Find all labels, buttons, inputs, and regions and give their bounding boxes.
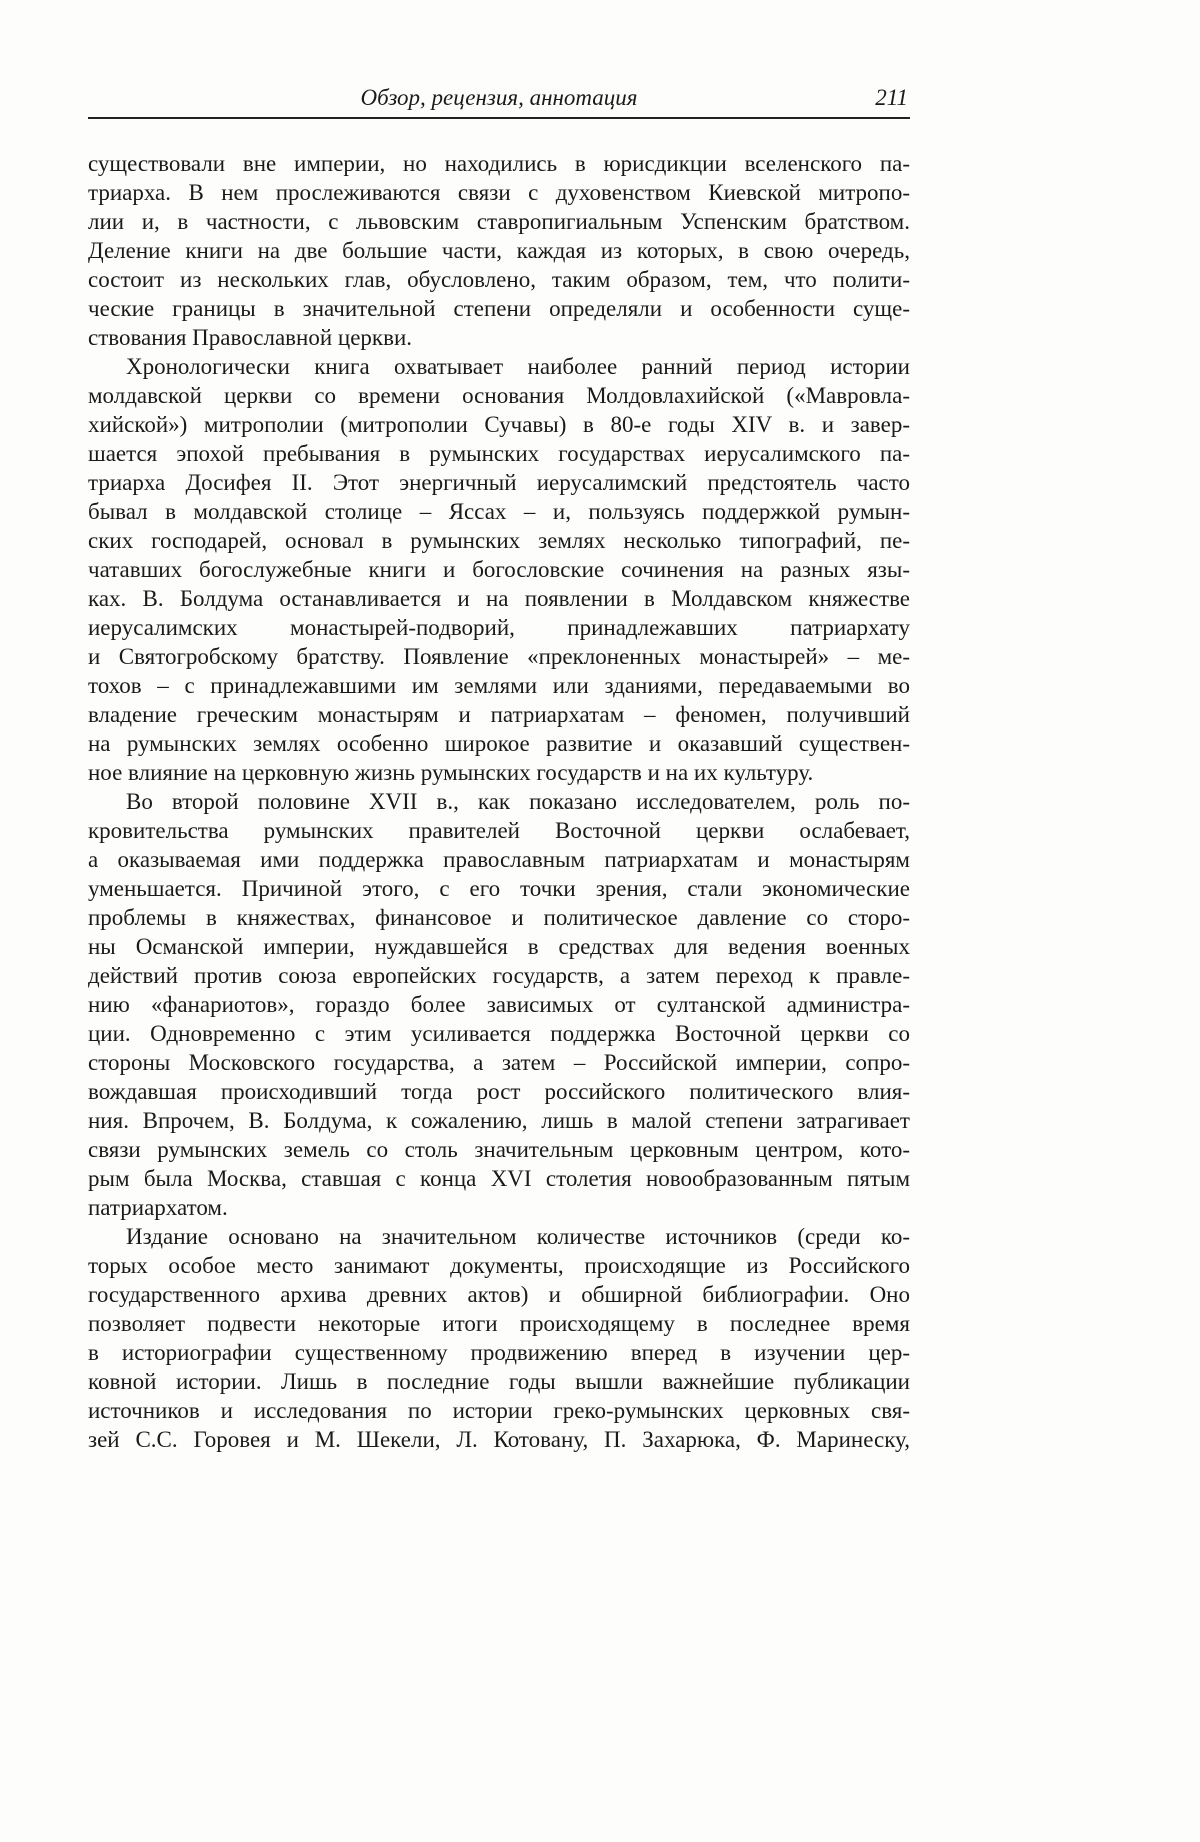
text-line: государственного архива древних актов) и обширной библиографии. Оно bbox=[88, 1282, 910, 1307]
paragraph bbox=[88, 787, 910, 1222]
text-line: тохов – с принадлежавшими им землями или зданиями, передаваемыми во bbox=[88, 673, 910, 698]
text-line: уменьшается. Причиной этого, с его точки зрения, стали экономические bbox=[88, 876, 910, 901]
text-line: источников и исследования по истории греко-румынских церковных свя- bbox=[88, 1398, 910, 1423]
text-line: стороны Московского государства, а затем – Российской империи, сопро- bbox=[88, 1050, 910, 1075]
text-line: рым была Москва, ставшая с конца XVI столетия новообразованным пятым bbox=[88, 1166, 910, 1191]
text-line: ствования Православной церкви. bbox=[88, 325, 412, 350]
text-line: ны Османской империи, нуждавшейся в средствах для ведения военных bbox=[88, 934, 910, 959]
text-line: Издание основано на значительном количестве источников (среди ко- bbox=[126, 1224, 910, 1249]
page-header bbox=[88, 84, 910, 114]
text-line: ное влияние на церковную жизнь румынских государств и на их культуру. bbox=[88, 760, 814, 785]
header-divider bbox=[88, 117, 910, 119]
text-line: ния. Впрочем, В. Болдума, к сожалению, лишь в малой степени затрагивает bbox=[88, 1108, 910, 1133]
text-line: проблемы в княжествах, финансовое и политическое давление со сторо- bbox=[88, 905, 910, 930]
text-line: зей С.С. Горовея и М. Шекели, Л. Котовану, П. Захарюка, Ф. Маринеску, bbox=[88, 1427, 910, 1452]
text-block bbox=[88, 0, 910, 1454]
text-line: молдавской церкви со времени основания Молдовлахийской («Мавровла- bbox=[88, 383, 910, 408]
text-line: а оказываемая ими поддержка православным патриархатам и монастырям bbox=[88, 847, 910, 872]
text-line: позволяет подвести некоторые итоги происходящему в последнее время bbox=[88, 1311, 910, 1336]
text-line: нию «фанариотов», гораздо более зависимых от султанской администра- bbox=[88, 992, 910, 1017]
text-line: на румынских землях особенно широкое развитие и оказавший существен- bbox=[88, 731, 910, 756]
text-line: состоит из нескольких глав, обусловлено, таким образом, тем, что полити- bbox=[88, 267, 910, 292]
text-line: и Святогробскому братству. Появление «преклоненных монастырей» – ме- bbox=[88, 644, 910, 669]
text-line: в историографии существенному продвижению вперед в изучении цер- bbox=[88, 1340, 910, 1365]
text-line: торых особое место занимают документы, происходящие из Российского bbox=[88, 1253, 910, 1278]
text-line: ках. В. Болдума останавливается и на появлении в Молдавском княжестве bbox=[88, 586, 910, 611]
text-line: действий против союза европейских государств, а затем переход к правле- bbox=[88, 963, 910, 988]
text-line: связи румынских земель со столь значительным церковным центром, кото- bbox=[88, 1137, 910, 1162]
text-line: владение греческим монастырям и патриархатам – феномен, получивший bbox=[88, 702, 910, 727]
text-line: хийской») митрополии (митрополии Сучавы) в 80-е годы XIV в. и завер- bbox=[88, 412, 910, 437]
running-title: Обзор, рецензия, аннотация bbox=[360, 85, 638, 110]
text-line: ческие границы в значительной степени определяли и особенности суще- bbox=[88, 296, 910, 321]
text-line: ции. Одновременно с этим усиливается поддержка Восточной церкви со bbox=[88, 1021, 910, 1046]
text-line: патриархатом. bbox=[88, 1195, 228, 1220]
text-line: триарха Досифея II. Этот энергичный иерусалимский предстоятель часто bbox=[88, 470, 910, 495]
text-line: бывал в молдавской столице – Яссах – и, пользуясь поддержкой румын- bbox=[88, 499, 910, 524]
text-line: триарха. В нем прослеживаются связи с духовенством Киевской митропо- bbox=[88, 180, 910, 205]
text-line: существовали вне империи, но находились в юрисдикции вселенского па- bbox=[88, 151, 910, 176]
body-text bbox=[88, 149, 910, 1454]
text-line: иерусалимских монастырей-подворий, принадлежавших патриархату bbox=[88, 615, 910, 640]
text-line: Деление книги на две большие части, каждая из которых, в свою очередь, bbox=[88, 238, 910, 263]
paragraph bbox=[88, 352, 910, 787]
text-line: чатавших богослужебные книги и богословские сочинения на разных язы- bbox=[88, 557, 910, 582]
page-number: 211 bbox=[875, 85, 908, 110]
text-line: шается эпохой пребывания в румынских государствах иерусалимского па- bbox=[88, 441, 910, 466]
text-line: ских господарей, основал в румынских землях несколько типографий, пе- bbox=[88, 528, 910, 553]
paragraph bbox=[88, 1222, 910, 1454]
text-line: лии и, в частности, с львовским ставропигиальным Успенским братством. bbox=[88, 209, 910, 234]
text-line: вождавшая происходивший тогда рост российского политического влия- bbox=[88, 1079, 910, 1104]
text-line: кровительства румынских правителей Восточной церкви ослабевает, bbox=[88, 818, 910, 843]
paragraph bbox=[88, 149, 910, 352]
text-line: Во второй половине XVII в., как показано исследователем, роль по- bbox=[126, 789, 910, 814]
text-line: ковной истории. Лишь в последние годы вышли важнейшие публикации bbox=[88, 1369, 910, 1394]
text-line: Хронологически книга охватывает наиболее ранний период истории bbox=[126, 354, 910, 379]
